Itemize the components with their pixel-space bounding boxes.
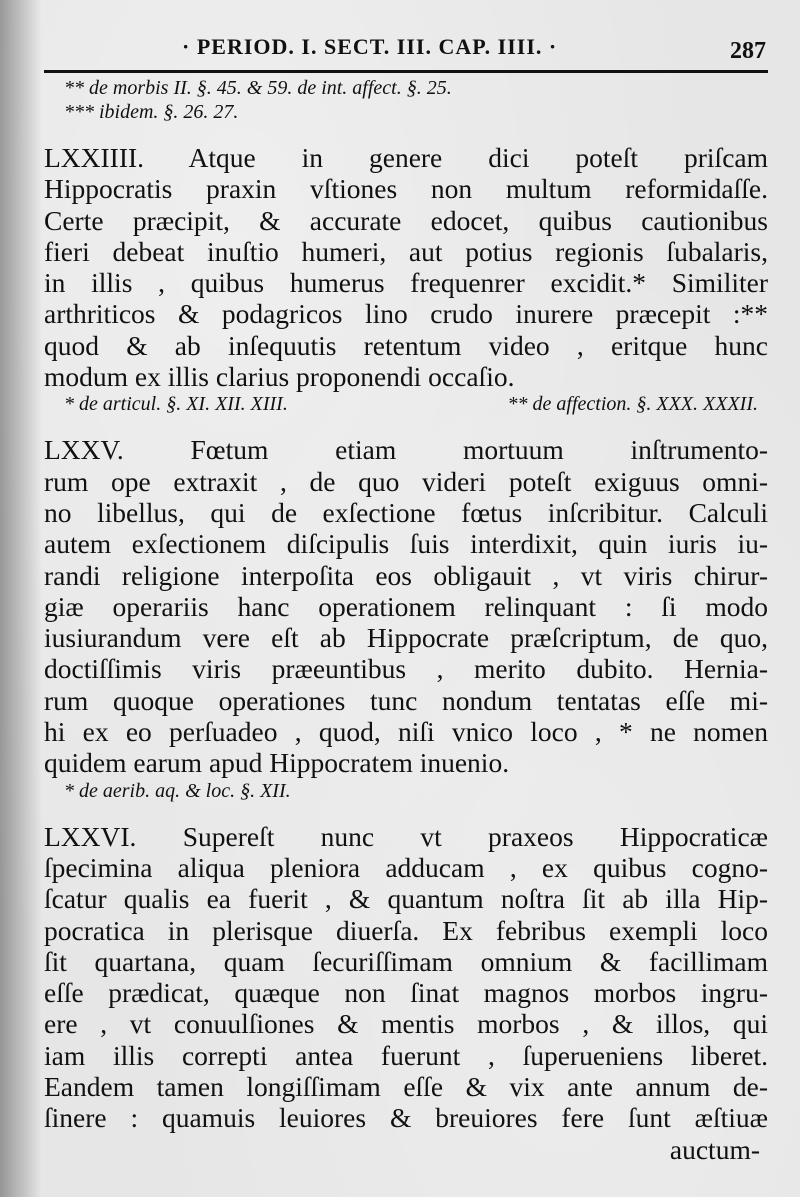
section-lxxvi bbox=[44, 821, 768, 1165]
text-line: doctiſſimis viris præeuntibus , merito dubito. Hernia- bbox=[44, 653, 768, 685]
page-body bbox=[44, 76, 768, 1165]
text-line: ſit quartana, quam ſecuriſſimam omnium & facillimam bbox=[44, 945, 768, 977]
text-line: in illis , quibus humerus frequenrer excidit.* Similiter bbox=[44, 267, 768, 299]
text-line: Eandem tamen longiſſimam eſſe & vix ante annum de- bbox=[44, 1071, 768, 1103]
text-line: pocratica in plerisque diuerſa. Ex febribus exempli loco bbox=[44, 914, 768, 946]
text-line: Certe præcipit, & accurate edocet, quibus cautionibus bbox=[44, 204, 768, 236]
text-line: randi religione interpoſita eos obligauit , vt viris chirur- bbox=[44, 559, 768, 591]
text-line: iusiurandum vere eſt ab Hippocrate præſcriptum, de quo, bbox=[44, 622, 768, 654]
text-line: no libellus, qui de exſectione fœtus inſcribitur. Calculi bbox=[44, 496, 768, 528]
footnote: ** de morbis II. §. 45. & 59. de int. affect. §. 25. bbox=[64, 77, 452, 99]
text-line: ſinere : quamuis leuiores & breuiores fere ſunt æſtiuæ bbox=[44, 1102, 768, 1134]
text-line: LXXVI. Supereſt nunc vt praxeos Hippocraticæ bbox=[44, 820, 768, 852]
footnote: * de articul. §. XI. XII. XIII. bbox=[64, 393, 288, 416]
text-line: ſcatur qualis ea fuerit , & quantum noſtra ſit ab illa Hip- bbox=[44, 883, 768, 915]
text-line: giæ operariis hanc operationem relinquant : ſi modo bbox=[44, 590, 768, 622]
top-footnotes bbox=[44, 76, 768, 124]
text-line: LXXIIII. Atque in genere dici poteſt priſcam bbox=[44, 142, 768, 173]
text-line: quidem earum apud Hippocratem inuenio. bbox=[44, 747, 510, 779]
running-head: · PERIOD. I. SECT. III. CAP. IIII. · bbox=[182, 34, 558, 59]
text-line: arthriticos & podagricos lino crudo inurere præcepit :** bbox=[44, 298, 768, 330]
text-line: quod & ab inſequutis retentum video , eritque hunc bbox=[44, 329, 768, 361]
header-rule bbox=[44, 70, 768, 73]
footnote: *** ibidem. §. 26. 27. bbox=[64, 101, 239, 123]
text-line: modum ex illis clarius proponendi occaſio. bbox=[44, 361, 515, 393]
text-line: Hippocratis praxin vſtiones non multum reformidaſſe. bbox=[44, 173, 768, 205]
text-line: LXXV. Fœtum etiam mortuum inſtrumento- bbox=[44, 434, 768, 466]
text-line: ere , vt conuulſiones & mentis morbos , & illos, qui bbox=[44, 1008, 768, 1040]
text-line: ſpecimina aliqua pleniora adducam , ex quibus cogno- bbox=[44, 851, 768, 883]
page-number: 287 bbox=[730, 38, 766, 64]
text-line: eſſe prædicat, quæque non ſinat magnos morbos ingru- bbox=[44, 977, 768, 1009]
text-line: rum quoque operationes tunc nondum tentatas eſſe mi- bbox=[44, 684, 768, 716]
footnote: ** de affection. §. XXX. XXXII. bbox=[507, 393, 758, 416]
text-line: rum ope extraxit , de quo videri poteſt exiguus omni- bbox=[44, 465, 768, 497]
text-line: fieri debeat inuſtio humeri, aut potius regionis ſubalaris, bbox=[44, 235, 768, 267]
section-lxxiiii bbox=[44, 142, 768, 416]
text-line: iam illis correpti antea fuerunt , ſuperueniens liberet. bbox=[44, 1039, 768, 1071]
text-line: hi ex eo perſuadeo , quod, niſi vnico loco , * ne nomen bbox=[44, 716, 768, 748]
text-line: autem exſectionem diſcipulis ſuis interdixit, quin iuris iu- bbox=[44, 528, 768, 560]
binding-shadow bbox=[0, 0, 42, 1197]
page-header bbox=[70, 34, 770, 70]
section-footnotes bbox=[44, 392, 768, 416]
catchword: auctum- bbox=[669, 1133, 760, 1165]
section-lxxv bbox=[44, 434, 768, 802]
footnote: * de aerib. aq. & loc. §. XII. bbox=[64, 779, 291, 802]
